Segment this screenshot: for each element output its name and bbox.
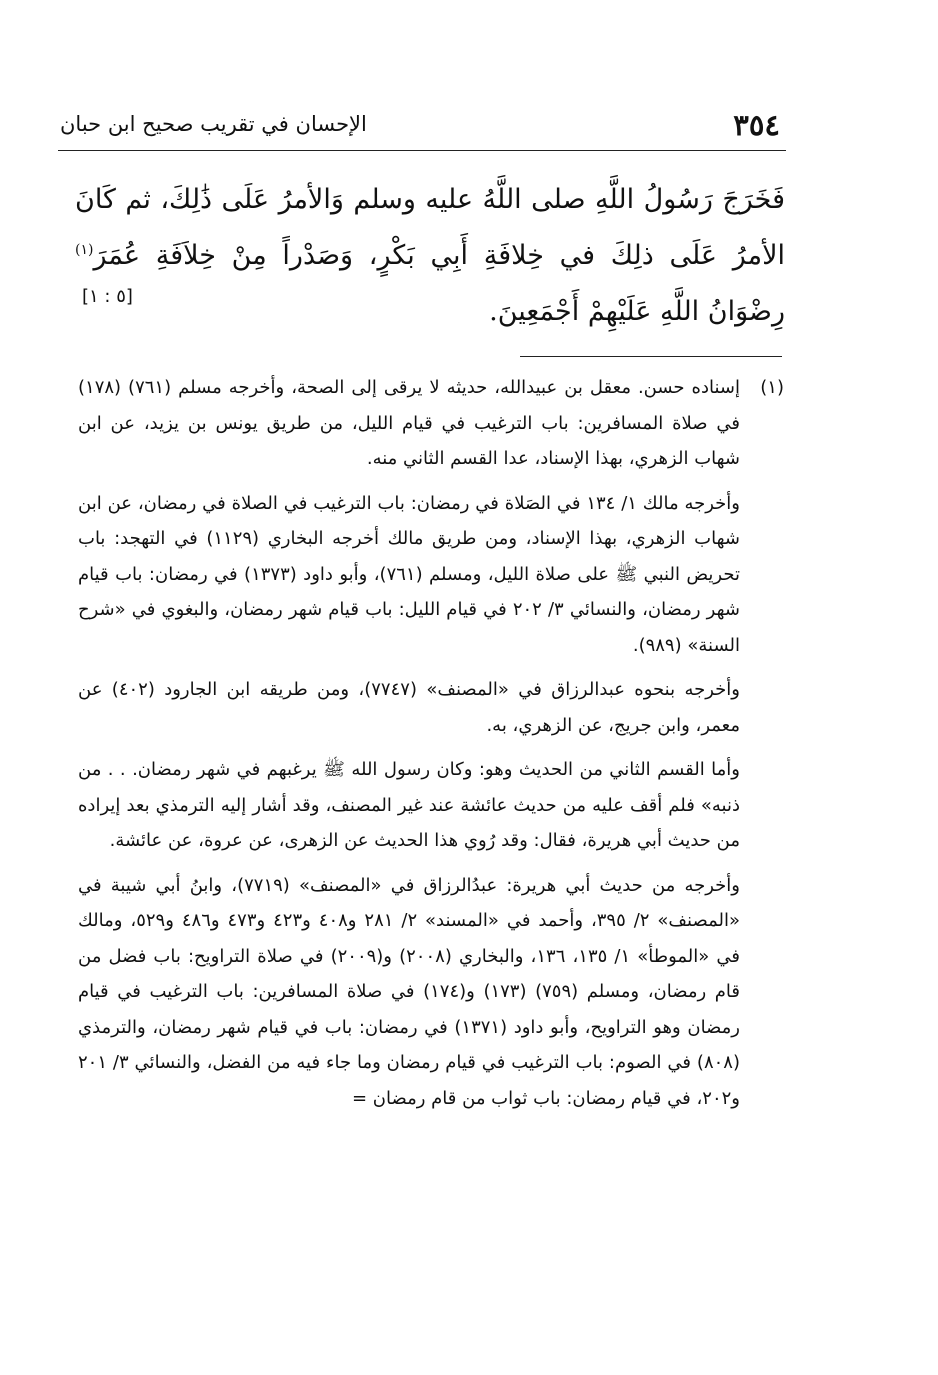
footnote-paragraph: وأخرجه من حديث أبي هريرة: عبدُالرزاق في «المصنف» (٧٧١٩)، وابنُ أبي شيبة في «المصنف» ٢/ ٣٩٥، وأحمد في «المسند» ٢/ ٢٨١ و٤٠٨ و٤٢٣ و٤٧٣ و٤٨٦ و٥٢٩، ومالك في «الموطأ» ١/ ١٣٥، ١٣٦، والبخاري (٢٠٠٨) و(٢٠٠٩) في صلاة التراويح: باب فضل من قام رمضان، ومسلم (٧٥٩) (١٧٣) و(١٧٤) في صلاة المسافرين: باب الترغيب في قيام رمضان وهو التراويح، وأبو داود (١٣٧١) في رمضان: باب في قيام شهر رمضان، والترمذي (٨٠٨) في الصوم: باب الترغيب في قيام رمضان وما جاء فيه من الفضل، والنسائي ٣/ ٢٠١ و٢٠٢، في قيام رمضان: باب ثواب من قام رمضان = bbox=[78, 874, 741, 1109]
hadith-text bbox=[75, 172, 785, 340]
hadith-paragraph bbox=[75, 172, 785, 340]
footnote-paragraph bbox=[78, 370, 784, 477]
hadith-text-part-2: رِضْوَانُ اللَّهِ عَلَيْهِمْ أَجْمَعِينَ. bbox=[489, 296, 785, 327]
footnote-paragraph: وأخرجه بنحوه عبدالرزاق في «المصنف» (٧٧٤٧)، ومن طريقه ابن الجارود (٤٠٢) عن معمر، وابن جريج، عن الزهري، به. bbox=[78, 679, 740, 736]
header-rule bbox=[58, 150, 786, 151]
hadith-reference-tag: [٥ : ١] bbox=[82, 286, 133, 307]
page-number: ٣٥٤ bbox=[733, 108, 780, 142]
footnote-paragraph: وأما القسم الثاني من الحديث وهو: وكان رسول الله ﷺ يرغبهم في شهر رمضان. . . من ذنبه» فلم أقف عليه من حديث عائشة عند غير المصنف، وقد أشار إليه الترمذي بعد إيراده من حديث أبي هريرة، فقال: وقد رُوي هذا الحديث عن الزهرى، عن عروة، عن عائشة. bbox=[78, 759, 740, 851]
footnote-separator bbox=[520, 356, 782, 357]
footnote-reference-marker: (١) bbox=[75, 242, 94, 258]
hadith-text-part-1: فَخَرَجَ رَسُولُ اللَّهِ صلى اللَّهُ عليه وسلم وَالأمرُ عَلَى ذَٰلِكَ، ثم كَانَ الأمرُ عَلَى ذلِكَ في خِلافَةِ أَبِي بَكْرٍ، وَصَدْراً مِنْ خِلاَفَةِ عُمَرَ bbox=[75, 184, 785, 271]
running-header bbox=[60, 108, 780, 148]
footnote-number: (١) bbox=[760, 377, 784, 398]
footnote-paragraph: وأخرجه مالك ١/ ١٣٤ في الصَلاة في رمضان: باب الترغيب في الصلاة في رمضان، عن ابن شهاب الزهري، بهذا الإسناد، ومن طريق مالك أخرجه البخاري (١١٢٩) في التهجد: باب تحريض النبي ﷺ على صلاة الليل، ومسلم (٧٦١)، وأبو داود (١٣٧٣) في رمضان: باب قيام شهر رمضان، والنسائي ٣/ ٢٠٢ في قيام الليل: باب قيام شهر رمضان، والبغوي في «شرح السنة» (٩٨٩). bbox=[78, 492, 740, 656]
book-title: الإحسان في تقريب صحيح ابن حبان bbox=[60, 112, 367, 136]
footnotes-section bbox=[78, 370, 784, 1125]
footnote-text: إسناده حسن. معقل بن عبيدالله، حديثه لا يرقى إلى الصحة، وأخرجه مسلم (٧٦١) (١٧٨) في صلاة المسافرين: باب الترغيب في قيام الليل، من طريق يونس بن يزيد، عن ابن شهاب الزهري، بهذا الإسناد، عدا القسم الثاني منه. bbox=[78, 377, 740, 469]
